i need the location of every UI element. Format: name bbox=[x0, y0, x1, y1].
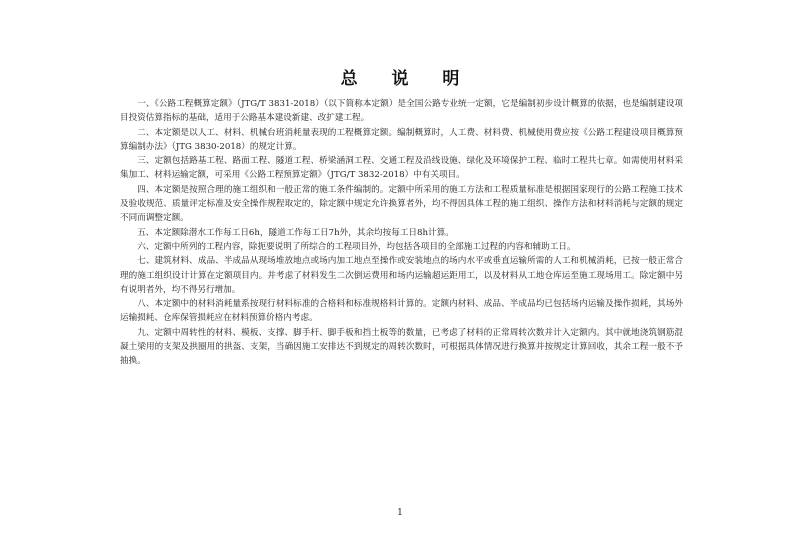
paragraph-8: 八、本定额中的材料消耗量系按现行材料标准的合格料和标准规格料计算的。定额内材料、成品、半成品均已包括场内运输及操作损耗，其场外运输损耗、仓库保管损耗应在材料预算价格内考虑。 bbox=[120, 299, 683, 324]
paragraph-6: 六、定额中所列的工程内容，除扼要说明了所综合的工程项目外，均包括各项目的全部施工过程的内容和辅助工日。 bbox=[137, 241, 576, 252]
paragraph-9: 九、定额中周转性的材料、模板、支撑、脚手杆、脚手板和挡土板等的数量，已考虑了材料的正常周转次数并计入定额内。其中就地浇筑钢筋混凝土梁用的支架及拱圈用的拱盔、支架，当确因施工安排达不到规定的周转次数时，可根据具体情况进行换算并按规定计算回收，其余工程一般不予抽换。 bbox=[120, 327, 683, 367]
document-title: 总 说 明 bbox=[340, 69, 474, 89]
paragraph-3: 三、定额包括路基工程、路面工程、隧道工程、桥梁涵洞工程、交通工程及沿线设施、绿化及环境保护工程、临时工程共七章。如需使用材料采集加工、材料运输定额，可采用《公路工程预算定额》（JTG/T 3832-2018）中有关项目。 bbox=[120, 156, 683, 181]
paragraph-5: 五、本定额除潜水工作每工日6h，隧道工作每工日7h外，其余均按每工日8h计算。 bbox=[137, 227, 454, 238]
paragraph-1: 一、《公路工程概算定额》（JTG/T 3831-2018）（以下简称本定额）是全国公路专业统一定额，它是编制初步设计概算的依据，也是编制建设项目投资估算指标的基础，适用于公路基本建设新建、改扩建工程。 bbox=[120, 99, 683, 124]
paragraph-2: 二、本定额是以人工、材料、机械台班消耗量表现的工程概算定额。编制概算时，人工费、材料费、机械使用费应按《公路工程建设项目概算预算编制办法》（JTG 3830-2018）的规定计算。 bbox=[120, 127, 683, 152]
page-number: 1 bbox=[397, 508, 403, 518]
paragraph-4: 四、本定额是按照合理的施工组织和一般正常的施工条件编制的。定额中所采用的施工方法和工程质量标准是根据国家现行的公路工程施工技术及验收规范、质量评定标准及安全操作规程取定的，除定额中规定允许换算者外，均不得因具体工程的施工组织、操作方法和材料消耗与定额的规定不同而调整定额。 bbox=[120, 184, 683, 224]
paragraph-7: 七、建筑材料、成品、半成品从现场堆放地点或场内加工地点至操作或安装地点的场内水平或垂直运输所需的人工和机械消耗，已按一般正常合理的施工组织设计计算在定额项目内。并考虑了材料发生二次倒运费用和场内运输超运距用工，以及材料从工地仓库运至施工现场用工。除定额中另有说明者外，均不得另行增加。 bbox=[120, 256, 683, 295]
document-body bbox=[120, 97, 683, 369]
